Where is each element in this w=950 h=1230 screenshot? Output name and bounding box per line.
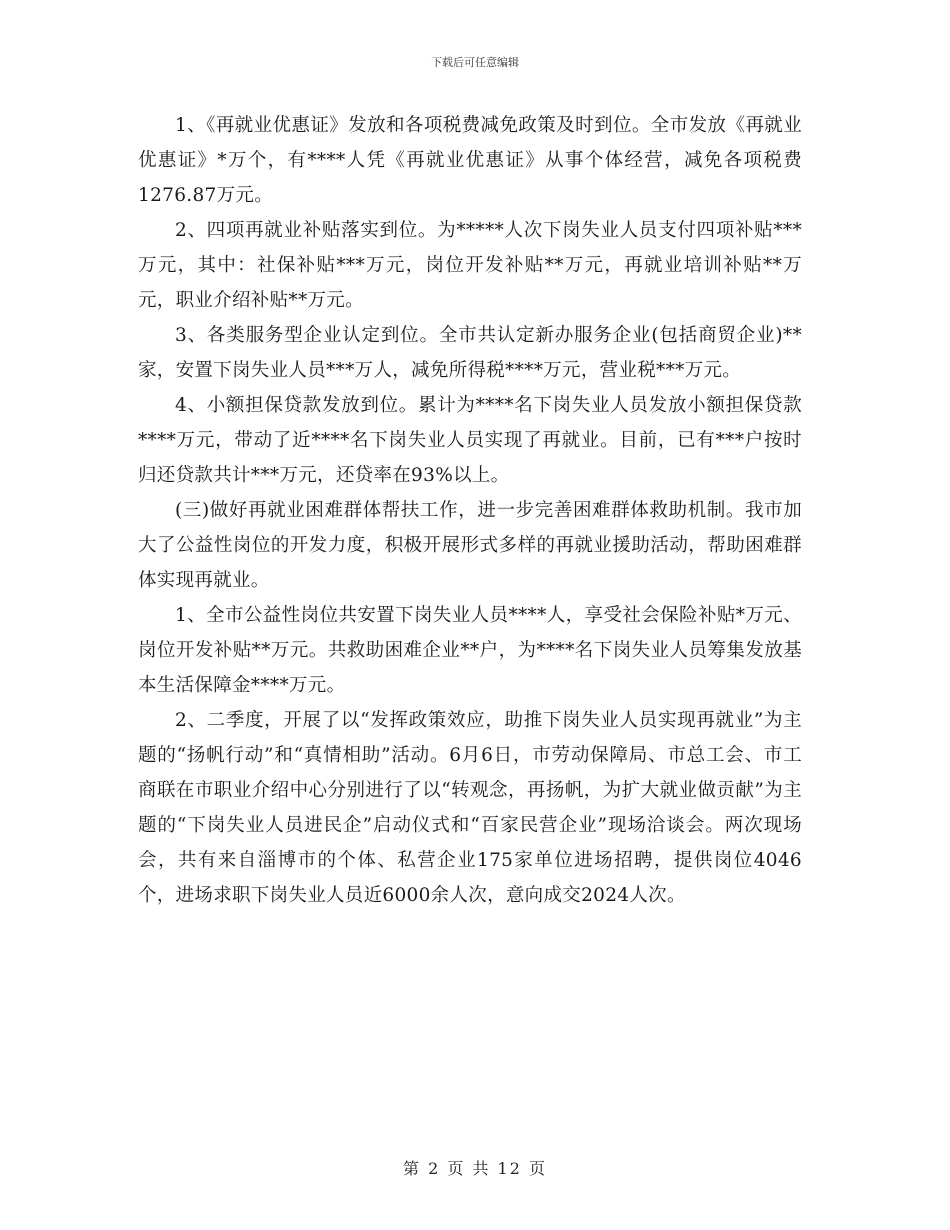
paragraph-7: 2、二季度，开展了以“发挥政策效应，助推下岗失业人员实现再就业”为主题的“扬帆行动”和“真情相助”活动。6月6日，市劳动保障局、市总工会、市工商联在市职业介绍中心分别进行了以“转观念，再扬帆，为扩大就业做贡献”为主题的“下岗失业人员进民企”启动仪式和“百家民营企业”现场洽谈会。两次现场会，共有来自淄博市的个体、私营企业175家单位进场招聘，提供岗位4046个，进场求职下岗失业人员近6000余人次，意向成交2024人次。: [138, 710, 802, 906]
paragraph-5: (三)做好再就业困难群体帮扶工作，进一步完善困难群体救助机制。我市加大了公益性岗位的开发力度，积极开展形式多样的再就业援助活动，帮助困难群体实现再就业。: [138, 500, 802, 591]
paragraph-3: 3、各类服务型企业认定到位。全市共认定新办服务企业(包括商贸企业)**家，安置下岗失业人员***万人，减免所得税****万元，营业税***万元。: [138, 325, 802, 381]
paragraph-1: 1、《再就业优惠证》发放和各项税费减免政策及时到位。全市发放《再就业优惠证》*万个，有****人凭《再就业优惠证》从事个体经营，减免各项税费1276.87万元。: [138, 115, 802, 206]
page-number: 第 2 页 共 12 页: [403, 1159, 547, 1178]
page-header-note: 下载后可任意编辑: [431, 56, 519, 69]
paragraph-4: 4、小额担保贷款发放到位。累计为****名下岗失业人员发放小额担保贷款****万元，带动了近****名下岗失业人员实现了再就业。目前，已有***户按时归还贷款共计***万元，还贷率在93%以上。: [138, 395, 802, 486]
paragraph-2: 2、四项再就业补贴落实到位。为*****人次下岗失业人员支付四项补贴***万元，其中：社保补贴***万元，岗位开发补贴**万元，再就业培训补贴**万元，职业介绍补贴**万元。: [138, 220, 802, 311]
paragraph-6: 1、全市公益性岗位共安置下岗失业人员****人，享受社会保险补贴*万元、岗位开发补贴**万元。共救助困难企业**户，为****名下岗失业人员筹集发放基本生活保障金****万元。: [138, 605, 802, 696]
document-body: [138, 108, 802, 913]
